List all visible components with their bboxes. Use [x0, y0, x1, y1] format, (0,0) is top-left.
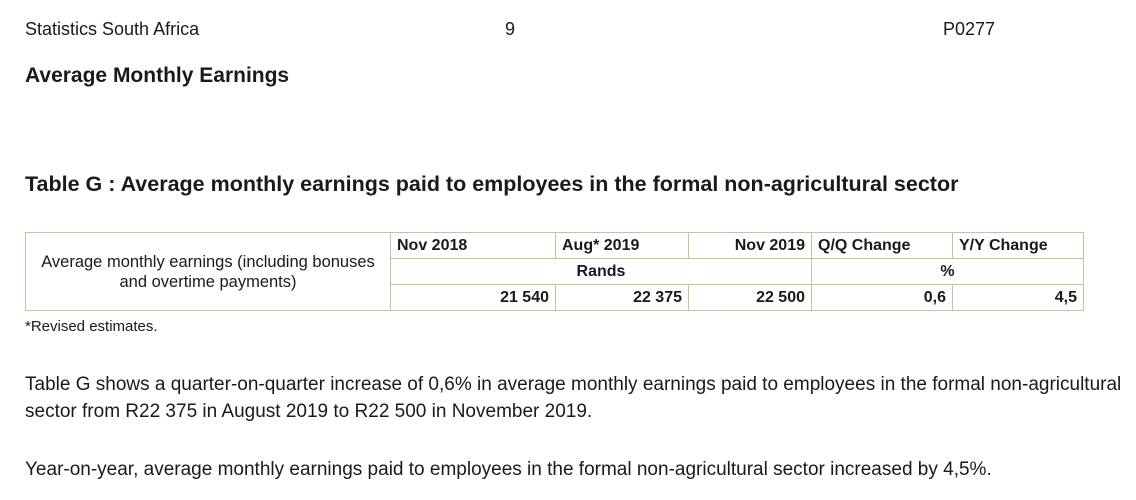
table-cell: 22 500	[689, 285, 812, 311]
table-cell: 0,6	[812, 285, 953, 311]
table-header-row	[26, 233, 1084, 259]
table-cell: 21 540	[391, 285, 556, 311]
column-header: Nov 2018	[391, 233, 556, 259]
paragraph: Year-on-year, average monthly earnings paid to employees in the formal non-agricultural sector increased by 4,5%.	[25, 459, 992, 480]
unit-percent: %	[812, 259, 1084, 285]
footnote: *Revised estimates.	[25, 318, 158, 335]
unit-rands: Rands	[391, 259, 812, 285]
column-header: Nov 2019	[689, 233, 812, 259]
row-label: Average monthly earnings (including bonuses and overtime payments)	[26, 233, 391, 311]
paragraph: Table G shows a quarter-on-quarter increase of 0,6% in average monthly earnings paid to employees in the formal non-agricultural sector from R22 375 in August 2019 to R22 500 in November 2019.	[25, 374, 1122, 422]
document-code: P0277	[943, 19, 996, 39]
column-header: Aug* 2019	[556, 233, 689, 259]
table-cell: 22 375	[556, 285, 689, 311]
table-title: Table G : Average monthly earnings paid to employees in the formal non-agricultural sector	[25, 172, 959, 196]
column-header: Q/Q Change	[812, 233, 953, 259]
page-number: 9	[505, 19, 516, 39]
earnings-table	[25, 232, 1084, 311]
organization-name: Statistics South Africa	[25, 19, 200, 39]
section-title: Average Monthly Earnings	[25, 64, 290, 87]
table-cell: 4,5	[953, 285, 1084, 311]
column-header: Y/Y Change	[953, 233, 1084, 259]
